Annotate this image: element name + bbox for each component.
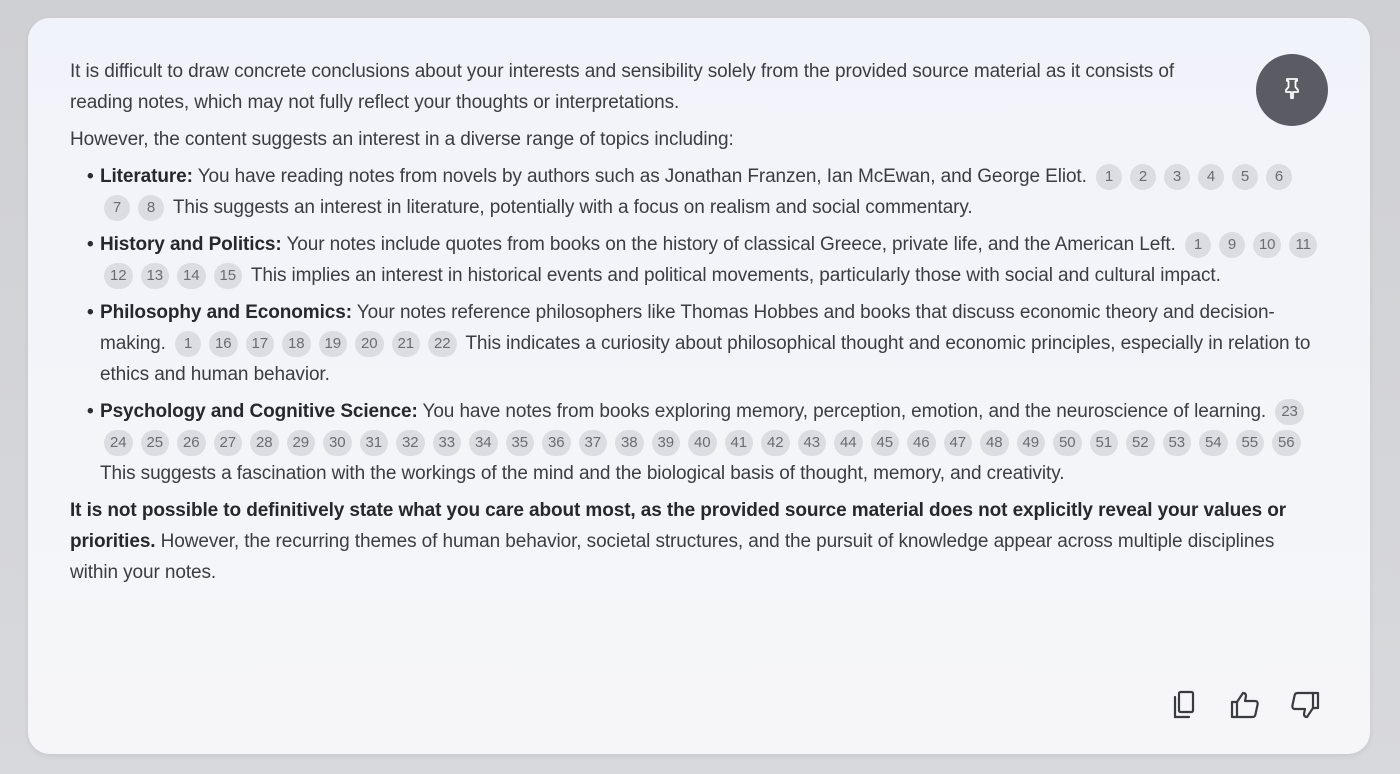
citation-chip[interactable]: 33 — [433, 430, 462, 456]
intro-paragraph: It is difficult to draw concrete conclusions about your interests and sensibility solely from the provided source material as it consists of reading notes, which may not fully reflect your thoughts or interpretations. — [70, 61, 1175, 113]
citation-chip[interactable]: 5 — [1232, 164, 1258, 190]
citation-chip[interactable]: 1 — [175, 331, 201, 357]
citation-chip[interactable]: 55 — [1236, 430, 1265, 456]
conclusion-bold: It is not possible to definitively state what you care about most, as the provided source material does not explicitly reveal your values or priorities. — [70, 500, 1287, 552]
citation-chip[interactable]: 22 — [428, 331, 457, 357]
citation-chip[interactable]: 13 — [141, 263, 170, 289]
citation-chip[interactable]: 29 — [287, 430, 316, 456]
topic-item — [100, 161, 1325, 223]
citation-chip[interactable]: 3 — [1164, 164, 1190, 190]
citation-chip[interactable]: 26 — [177, 430, 206, 456]
citation-chip[interactable]: 32 — [396, 430, 425, 456]
citation-chip[interactable]: 21 — [392, 331, 421, 357]
conclusion-paragraph — [70, 495, 1325, 588]
citation-chip[interactable]: 12 — [104, 263, 133, 289]
citation-chip[interactable]: 46 — [907, 430, 936, 456]
citation-chip[interactable]: 39 — [652, 430, 681, 456]
citation-chip[interactable]: 2 — [1130, 164, 1156, 190]
topic-text: Your notes include quotes from books on the history of classical Greece, private life, and the American Left. — [286, 234, 1176, 255]
response-card — [28, 18, 1370, 754]
copy-button[interactable] — [1168, 690, 1202, 724]
thumbs-down-button[interactable] — [1288, 690, 1322, 724]
citation-chip[interactable]: 49 — [1017, 430, 1046, 456]
citation-chip[interactable]: 1 — [1185, 232, 1211, 258]
citation-chip[interactable]: 17 — [246, 331, 275, 357]
citation-chip[interactable]: 43 — [798, 430, 827, 456]
citation-chip[interactable]: 51 — [1090, 430, 1119, 456]
citation-chip[interactable]: 47 — [944, 430, 973, 456]
citation-chip[interactable]: 23 — [1275, 399, 1304, 425]
citation-chip[interactable]: 6 — [1266, 164, 1292, 190]
citation-chip[interactable]: 8 — [138, 195, 164, 221]
topic-item — [100, 396, 1325, 489]
topic-text: You have notes from books exploring memory, perception, emotion, and the neuroscience of learning. — [422, 401, 1267, 422]
citation-chip[interactable]: 14 — [177, 263, 206, 289]
citation-chip[interactable]: 16 — [209, 331, 238, 357]
citation-chip[interactable]: 41 — [725, 430, 754, 456]
citation-chip[interactable]: 52 — [1126, 430, 1155, 456]
topic-list — [70, 161, 1325, 489]
topic-title: History and Politics: — [100, 234, 282, 255]
citation-chip[interactable]: 48 — [980, 430, 1009, 456]
response-actions — [1168, 690, 1322, 724]
topic-text: Your notes reference philosophers like Thomas Hobbes and books that discuss economic theory and decision-making. — [100, 302, 1275, 354]
citation-chip[interactable]: 27 — [214, 430, 243, 456]
citation-chip[interactable]: 24 — [104, 430, 133, 456]
citation-chip[interactable]: 7 — [104, 195, 130, 221]
citation-chip[interactable]: 38 — [615, 430, 644, 456]
topic-text: This implies an interest in historical events and political movements, particularly those with social and cultural impact. — [250, 265, 1221, 286]
citation-chip[interactable]: 11 — [1289, 232, 1316, 258]
citation-chip[interactable]: 42 — [761, 430, 790, 456]
citation-chip[interactable]: 28 — [250, 430, 279, 456]
topic-text: This indicates a curiosity about philosophical thought and economic principles, especially in relation to ethics and human behavior. — [100, 333, 1311, 385]
citation-chip[interactable]: 4 — [1198, 164, 1224, 190]
citation-chip[interactable]: 25 — [141, 430, 170, 456]
citation-chip[interactable]: 40 — [688, 430, 717, 456]
citation-chip[interactable]: 19 — [319, 331, 348, 357]
citation-chip[interactable]: 15 — [214, 263, 243, 289]
citation-chip[interactable]: 37 — [579, 430, 608, 456]
thumbs-up-icon — [1229, 690, 1261, 725]
citation-chip[interactable]: 30 — [323, 430, 352, 456]
thumbs-up-button[interactable] — [1228, 690, 1262, 724]
topic-title: Psychology and Cognitive Science: — [100, 401, 418, 422]
citation-chip[interactable]: 45 — [871, 430, 900, 456]
citation-chip[interactable]: 56 — [1272, 430, 1301, 456]
citation-chip[interactable]: 54 — [1199, 430, 1228, 456]
topic-item — [100, 297, 1325, 390]
topic-item — [100, 229, 1325, 291]
citation-chip[interactable]: 20 — [355, 331, 384, 357]
citation-chip[interactable]: 50 — [1053, 430, 1082, 456]
citation-chip[interactable]: 10 — [1253, 232, 1282, 258]
citation-chip[interactable]: 53 — [1163, 430, 1192, 456]
citation-chip[interactable]: 18 — [282, 331, 311, 357]
topic-text: This suggests an interest in literature, potentially with a focus on realism and social commentary. — [172, 197, 973, 218]
response-text — [70, 56, 1325, 588]
copy-icon — [1171, 690, 1199, 725]
citation-chip[interactable]: 1 — [1096, 164, 1122, 190]
topic-title: Literature: — [100, 166, 193, 187]
citation-chip[interactable]: 31 — [360, 430, 389, 456]
citation-chip[interactable]: 35 — [506, 430, 535, 456]
citation-chip[interactable]: 36 — [542, 430, 571, 456]
citation-chip[interactable]: 44 — [834, 430, 863, 456]
thumbs-down-icon — [1289, 690, 1321, 725]
topic-text: You have reading notes from novels by authors such as Jonathan Franzen, Ian McEwan, and George Eliot. — [197, 166, 1087, 187]
topic-title: Philosophy and Economics: — [100, 302, 352, 323]
citation-chip[interactable]: 34 — [469, 430, 498, 456]
topic-text: This suggests a fascination with the workings of the mind and the biological basis of thought, memory, and creativity. — [100, 463, 1065, 484]
conclusion-rest: However, the recurring themes of human behavior, societal structures, and the pursuit of knowledge appear across multiple disciplines within your notes. — [70, 531, 1275, 583]
citation-chip[interactable]: 9 — [1219, 232, 1245, 258]
lead-in-paragraph: However, the content suggests an interest in a diverse range of topics including: — [70, 129, 734, 150]
